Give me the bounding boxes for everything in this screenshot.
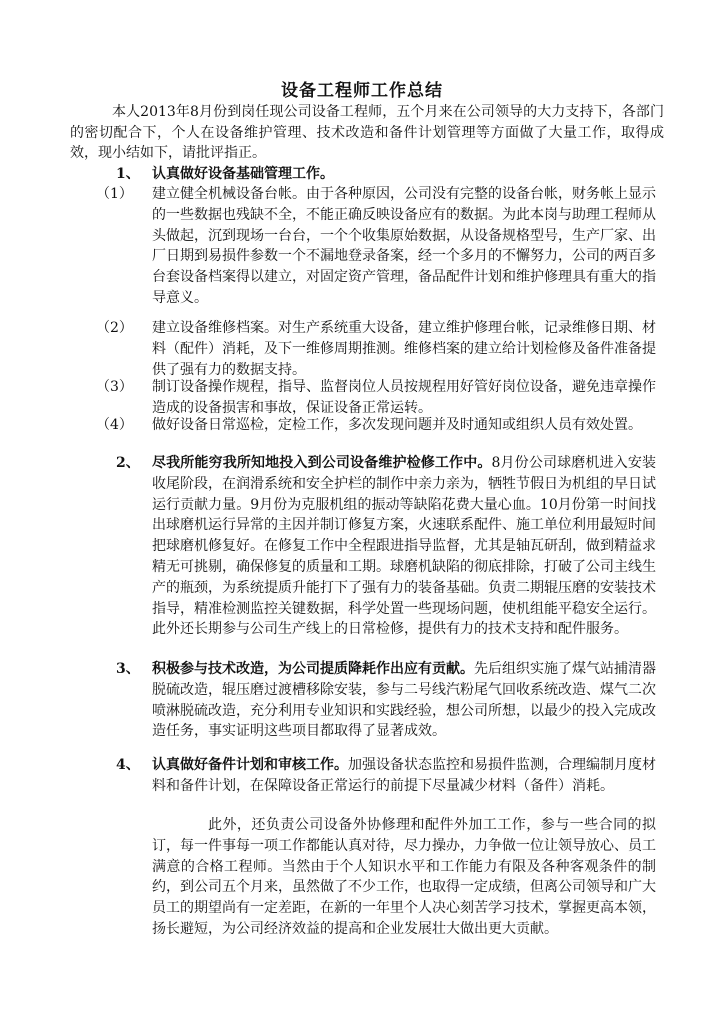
- closing-paragraph: 此外，还负责公司设备外协修理和配件外加工工作，参与一些合同的拟订，每一件事每一项工作都能认真对待，尽力操办，力争做一位让领导放心、员工满意的合格工程师。当然由于个人知识水平和工作能力有限及各种客观条件的制约，到公司五个月来，虽然做了不少工作，也取得一定成绩，但离公司领导和广大员工的期望尚有一定差距，在新的一年里个人决心刻苦学习技术，掌握更高本领，扬长避短，为公司经济效益的提高和企业发展壮大做出更大贡献。: [152, 817, 656, 937]
- section-4-heading: 认真做好备件计划和审核工作。: [152, 757, 348, 773]
- section-2-number: 2、: [116, 455, 140, 471]
- section-3-text: 先后组织实施了煤气站捕清器脱硫改造，辊压磨过渡槽移除安装，参与二号线汽粉尾气回收系统改造、煤气二次喷淋脱硫改造，充分利用专业知识和实践经验，想公司所想，以最少的投入完成改造任务，事实证明这些项目都取得了显著成效。: [152, 661, 656, 740]
- item-4-text: 做好设备日常巡检，定检工作，多次发现问题并及时通知或组织人员有效处置。: [152, 417, 642, 433]
- section-3-paragraph: [152, 659, 656, 742]
- item-1-number: （1）: [96, 186, 133, 202]
- section-3-heading: 积极参与技术改造，为公司提质降耗作出应有贡献。: [152, 661, 474, 677]
- item-4-number: （4）: [96, 417, 133, 433]
- section-1-number: 1、: [116, 166, 140, 182]
- intro-paragraph: 本人2013年8月份到岗任现公司设备工程师，五个月来在公司领导的大力支持下，各部门的密切配合下，个人在设备维护管理、技术改造和备件计划管理等方面做了大量工作，取得成效，现小结如下，请批评指正。: [70, 104, 664, 161]
- item-3-number: （3）: [96, 379, 133, 395]
- section-2-paragraph: [152, 453, 656, 640]
- item-3-text: 制订设备操作规程，指导、监督岗位人员按规程用好管好岗位设备，避免违章操作造成的设备损害和事故，保证设备正常运转。: [152, 379, 656, 416]
- section-2-text: 8月份公司球磨机进入安装收尾阶段，在润滑系统和安全护栏的制作中亲力亲为，牺牲节假日为机组的早日试运行贡献力量。9月份为克服机组的振动等缺陷花费大量心血。10月份第一时间找出球磨机运行异常的主因并制订修复方案，火速联系配件、施工单位利用最短时间把球磨机修复好。在修复工作中全程跟进指导监督，尤其是轴瓦研刮，做到精益求精无可挑剔，确保修复的质量和工期。球磨机缺陷的彻底排除，打破了公司主线生产的瓶颈，为系统提质升能打下了强有力的装备基础。负责二期辊压磨的安装技术指导，精准检测监控关键数据，科学处置一些现场问题，使机组能平稳安全运行。此外还长期参与公司生产线上的日常检修，提供有力的技术支持和配件服务。: [152, 455, 656, 638]
- item-1-text: 建立健全机械设备台帐。由于各种原因，公司没有完整的设备台帐，财务帐上显示的一些数据也残缺不全，不能正确反映设备应有的数据。为此本岗与助理工程师从头做起，沉到现场一台台，一个个收集原始数据，从设备规格型号，生产厂家、出厂日期到易损件参数一个不漏地登录备案，经一个多月的不懈努力，公司的两百多台套设备档案得以建立，对固定资产管理，备品配件计划和维护修理具有重大的指导意义。: [152, 186, 656, 306]
- item-2-text: 建立设备维修档案。对生产系统重大设备，建立维护修理台帐，记录维修日期、材料（配件）消耗，及下一维修周期推测。维修档案的建立给计划检修及备件准备提供了强有力的数据支持。: [152, 320, 656, 378]
- section-4-text: 加强设备状态监控和易损件监测，合理编制月度材料和备件计划，在保障设备正常运行的前提下尽量减少材料（备件）消耗。: [152, 757, 656, 794]
- document-title: 设备工程师工作总结: [281, 81, 443, 101]
- section-3-number: 3、: [116, 661, 140, 677]
- section-1-heading: 认真做好设备基础管理工作。: [152, 166, 334, 182]
- section-4-paragraph: [152, 755, 656, 797]
- item-2-number: （2）: [96, 320, 133, 336]
- section-2-heading: 尽我所能穷我所知地投入到公司设备维护检修工作中。: [152, 455, 492, 471]
- section-4-number: 4、: [116, 757, 140, 773]
